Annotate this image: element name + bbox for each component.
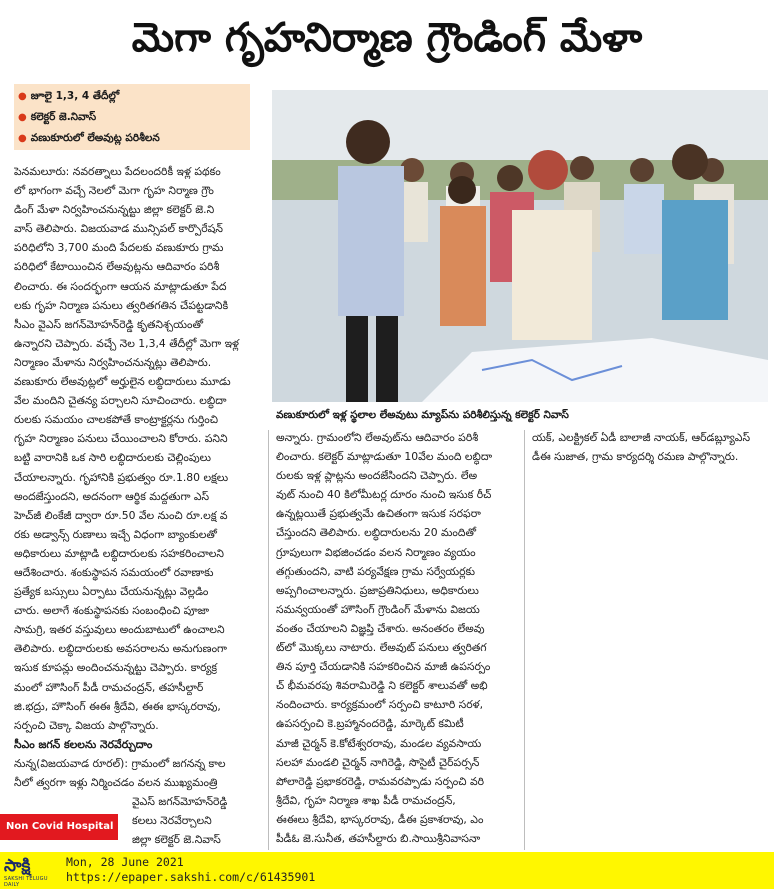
text-line: వణుకూరు లేఅవుట్లలో అర్హులైన లబ్ధిదారులు మూడు	[14, 375, 231, 389]
text-line: నందించారు. కార్యక్రమంలో సర్పంచి కాటూరి సరళ,	[276, 698, 484, 712]
text-line: ఇసుక కూపన్లు అందించనున్నట్టు చెప్పారు. కార్యక్ర	[14, 661, 218, 675]
text-line: అప్పగించాలన్నారు. ప్రజాప్రతినిధులు, అధికారులు	[276, 583, 479, 597]
text-line: పెనమలూరు: నవరత్నాలు పేదలందరికీ ఇళ్ల పథకం	[14, 165, 221, 178]
text-line: రకు అడ్వాన్స్ రుణాలు ఇచ్చే విధంగా బ్యాంకులతో	[14, 527, 217, 541]
text-line: నిర్మాణం మేళాను నిర్వహించనున్నట్లు తెలిపారు.	[14, 355, 212, 369]
article-column-1	[14, 162, 262, 862]
text-line: యక్, ఎలక్ట్రికల్ ఏడీ బాలాజీ నాయక్, ఆర్‌డబ్ల్యూఎస్	[532, 431, 751, 444]
text-line: లకు గృహ నిర్మాణ పనులు త్వరితగతిన చేపట్టడానికి	[14, 298, 229, 312]
text-line: ఆదేశించారు. శంకుస్థాపన సమయంలో రవాణాకు	[14, 565, 214, 579]
epaper-link[interactable]: https://epaper.sakshi.com/c/61435901	[66, 870, 316, 884]
text-line: పీడీఓ జె.సునీత, తహసీల్దారు బి.సాయిశ్రీనివాసనా	[276, 831, 481, 845]
text-line: జిల్లా కలెక్టర్ జె.నివాస్	[132, 833, 221, 847]
text-line: రులకు ఇళ్ల ప్లాట్లను అందజేసిందని చెప్పారు. లేఅ	[276, 469, 478, 483]
text-line: చేయాలన్నారు. గృహానికి ప్రభుత్వం రూ.1.80 లక్షలు	[14, 470, 229, 484]
text-line: డింగ్ మేళా నిర్వహించనున్నట్టు జిల్లా కలెక్టర్ జె.ని	[14, 203, 215, 217]
text-line: ప్రత్యేక బస్సులు ఏర్పాటు చేయనున్నట్లు వెల్లడిం	[14, 585, 209, 599]
text-line: సీఎం వైఎస్ జగన్‌మోహన్‌రెడ్డి కృతనిశ్చయంతో	[14, 317, 204, 331]
article-column-2	[276, 428, 516, 858]
text-line: బట్టి వారానికి ఒక సారి లబ్ధిదారులకు చెల్లింపులు	[14, 451, 212, 465]
text-line: మాజీ చైర్మన్ కె.కోటేశ్వరరావు, మండల వ్యవసాయ	[276, 736, 482, 750]
text-line: సర్పంచి చెక్కా విజయ పాల్గొన్నారు.	[14, 718, 159, 732]
text-line: వైఎస్ జగన్‌మోహన్‌రెడ్డి	[132, 795, 228, 809]
highlight-item: ● కలెక్టర్ జె.నివాస్	[18, 107, 250, 128]
text-line: కలలు నెరవేర్చాలని	[132, 814, 212, 828]
text-line: పరిధిలోని 3,700 మంది పేదలకు వణుకూరు గ్రామ	[14, 241, 224, 255]
text-line: సమన్వయంతో హౌసింగ్ గ్రౌండింగ్ మేళాను విజయ	[276, 602, 480, 616]
text-line: వాస్ తెలిపారు. విజయవాడ మున్సిపల్ కార్పొరేషన్	[14, 222, 223, 236]
text-line: ఉపసర్పంచి కె.బ్రహ్మానందరెడ్డి, మార్కెట్ కమిటీ	[276, 717, 464, 731]
text-line: నీలో త్వరగా ఇళ్లు నిర్మించడం వలన ముఖ్యమంత్రి	[14, 776, 218, 789]
text-line: వంతం చేయాలని విజ్ఞప్తి చేశారు. అనంతరం లేఅవు	[276, 621, 485, 635]
text-line: లించారు. కలెక్టర్ మాట్లాడుతూ 10వేల మంది లబ్ధిదా	[276, 450, 493, 464]
text-line: పోలారెడ్డి ప్రభాకరరెడ్డి, రామవరప్పాడు సర్పంచి వరి	[276, 774, 485, 788]
text-line: ట్‌లో మొక్కలు నాటారు. లేఅవుట్ పనులు త్వరితగ	[276, 641, 487, 655]
text-line: నున్న(విజయవాడ రూరల్): గ్రామంలో జగనన్న కాల	[14, 756, 226, 770]
text-line: జి.భద్రు, హౌసింగ్ ఈఈ శ్రీదేవి, ఈఈ భాస్కరరావు,	[14, 699, 221, 713]
article-column-3	[532, 428, 768, 488]
text-line: చేస్తుందని తెలిపారు. లబ్ధిదారులను 20 మందితో	[276, 526, 477, 540]
highlight-item: ● వణుకూరులో లేఅవుట్ల పరిశీలన	[18, 128, 250, 149]
logo-text: సాక్షి	[4, 856, 31, 876]
text-line: సలహా మండలి చైర్మన్ నాగిరెడ్డి, సొసైటీ చైర్‌పర్సన్	[276, 755, 480, 769]
text-line: ఉన్నట్లయితే ప్రభుత్వమే ఉచితంగా ఇసుక సరఫరా	[276, 507, 481, 521]
edition-date: Mon, 28 June 2021	[66, 855, 184, 869]
text-line: రులకు సమయం చాలకపోతే కాంట్రాక్టర్లను గుర్తించి	[14, 413, 218, 427]
text-line: అధికారులు మాట్లాడి లబ్ధిదారులకు సహకరించాలని	[14, 546, 224, 560]
highlights-box	[14, 84, 250, 150]
text-line: శ్రీదేవి, గృహ నిర్మాణ శాఖ పీడీ రామచంద్రన్,	[276, 793, 456, 807]
footer-bar	[0, 852, 774, 889]
text-line: డీఈ సుజాత, గ్రామ కార్యదర్శి రమణ పాల్గొన్నారు.	[532, 450, 739, 464]
logo-subtext: SAKSHI TELUGU DAILY	[4, 876, 48, 888]
text-line: అన్నారు. గ్రామంలోని లేఅవుట్‌ను ఆదివారం పరిశీ	[276, 431, 479, 444]
text-line: అందజేస్తుందని, అదనంగా ఆర్థిక మద్దతుగా ఎస్	[14, 489, 210, 503]
text-line: తెలిపారు. లబ్ధిదారులకు అవసరాలను అనుగుణంగా	[14, 642, 227, 656]
text-line: మంలో హౌసింగ్ పీడీ రామచంద్రన్, తహసీల్దార్	[14, 680, 204, 694]
column-divider	[524, 430, 525, 850]
text-line: తిన పూర్తి చేయడానికి సహకరించిన మాజీ ఉపసర్పం	[276, 660, 491, 674]
text-line: గృహ నిర్మాణం పనులు చేయించాలని కోరారు. పనిని	[14, 432, 228, 446]
text-line: పరిధిలో కేటాయించిన లేఅవుట్లను ఆదివారం పరిశీ	[14, 260, 220, 274]
ad-banner[interactable]: Non Covid Hospital	[0, 814, 118, 840]
text-line: తగ్గుతుందని, వాటి పర్యవేక్షణ గ్రామ సర్వేయర్లకు	[276, 564, 475, 578]
text-line: వేల మందిని చైతన్య పర్చాలని సూచించారు. లబ్ధిదా	[14, 394, 227, 408]
column-divider	[268, 430, 269, 850]
text-line: గ్రూపులుగా విభజించడం వలన నిర్మాణం వ్యయం	[276, 545, 476, 559]
text-line: హెచ్‌జీ లింకేజీ ద్వారా రూ.50 వేల నుంచి రూ.లక్ష వ	[14, 508, 228, 522]
text-line: వుట్ నుంచి 40 కిలోమీటర్ల దూరం నుంచి ఇసుక రీచ్	[276, 488, 492, 502]
sakshi-logo[interactable]	[4, 856, 64, 886]
text-line: ఈఈలు శ్రీదేవి, భాస్కరరావు, డీఈ ప్రకాశరావు, ఎం	[276, 812, 484, 826]
headline: మెగా గృహనిర్మాణ గ్రౌండింగ్ మేళా	[131, 15, 643, 61]
subheading: సీఎం జగన్ కలలను నెరవేర్చుదాం	[14, 737, 153, 751]
text-line: సామగ్రి, ఇతర వస్తువులు అందుబాటులో ఉంచాలని	[14, 623, 225, 637]
highlight-item: ● జూలై 1,3, 4 తేదీల్లో	[18, 86, 250, 107]
text-line: చారు. అలాగే శంకుస్థాపనకు సంబంధించి పూజా	[14, 604, 210, 618]
news-photo	[272, 90, 768, 402]
news-photo-illustration	[272, 90, 768, 402]
text-line: చ్ భీమవరపు శివరామిరెడ్డి ని కలెక్టర్ శాలువతో అభి	[276, 679, 488, 693]
text-line: లో భాగంగా వచ్చే నెలలో మెగా గృహ నిర్మాణ గ్రౌం	[14, 184, 214, 198]
text-line: ఉన్నారని చెప్పారు. వచ్చే నెల 1,3,4 తేదీల్లో మెగా ఇళ్ల	[14, 336, 239, 350]
photo-caption: వణుకూరులో ఇళ్ల స్థలాల లేఅవుటు మ్యాప్‌ను పరిశీలిస్తున్న కలెక్టర్ నివాస్	[276, 409, 569, 421]
text-line: లించారు. ఈ సందర్భంగా ఆయన మాట్లాడుతూ పేద	[14, 279, 227, 293]
